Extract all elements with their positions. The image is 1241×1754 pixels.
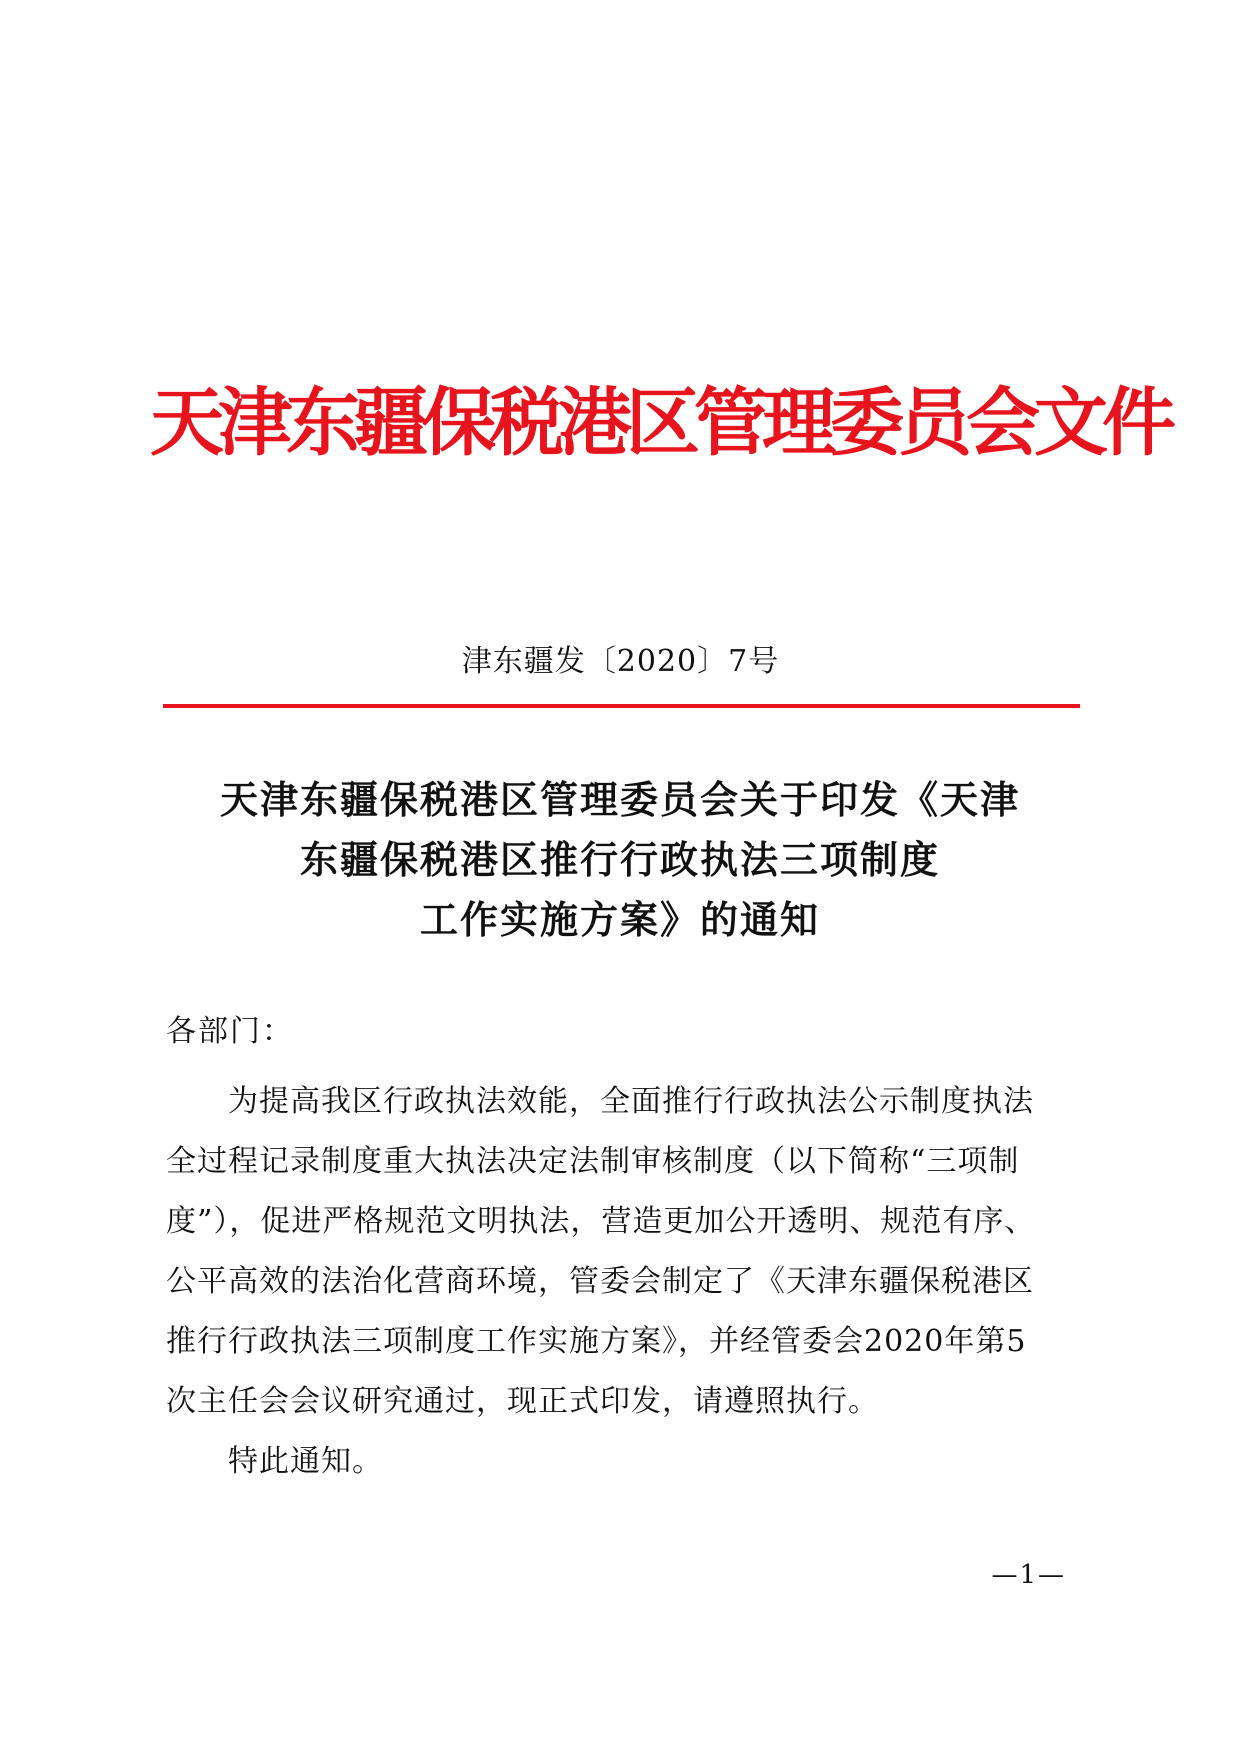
closing-line: 特此通知。 [228, 1444, 383, 1479]
body-line: 度”），促进严格规范文明执法，营造更加公开透明、规范有序、 [166, 1204, 1036, 1239]
page-number: —1— [991, 1560, 1066, 1590]
body-line: 公平高效的法治化营商环境，管委会制定了《天津东疆保税港区 [166, 1264, 1034, 1299]
body-paragraph [166, 1072, 1076, 1492]
body-line: 次主任会会议研究通过，现正式印发，请遵照执行。 [166, 1384, 879, 1419]
subject-title [150, 770, 1090, 950]
subject-line: 天津东疆保税港区管理委员会关于印发《天津 [219, 777, 1020, 822]
red-divider-line [163, 704, 1080, 708]
subject-line: 东疆保税港区推行行政执法三项制度 [299, 837, 940, 882]
body-line: 为提高我区行政执法效能，全面推行行政执法公示制度执法 [228, 1084, 1034, 1119]
issuer-heading: 天津东疆保税港区管理委员会文件 [150, 380, 1170, 466]
body-line: 全过程记录制度重大执法决定法制审核制度（以下简称“三项制 [166, 1144, 1020, 1179]
salutation: 各部门： [166, 1014, 294, 1049]
body-line: 推行行政执法三项制度工作实施方案》，并经管委会2020年第5 [166, 1324, 1027, 1359]
document-number: 津东疆发〔2020〕7号 [461, 644, 780, 679]
subject-line: 工作实施方案》的通知 [419, 897, 820, 942]
